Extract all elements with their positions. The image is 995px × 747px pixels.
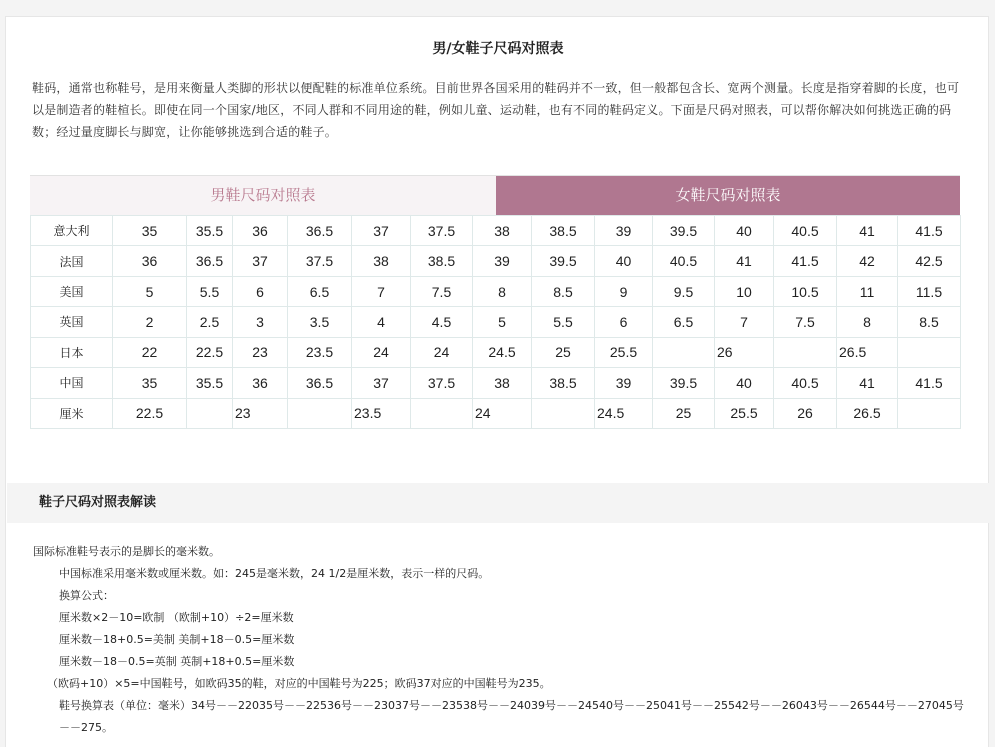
size-cell: [898, 398, 961, 428]
size-cell: 24: [352, 337, 411, 367]
size-cell: 38.5: [532, 216, 595, 246]
size-cell: 38: [473, 368, 532, 398]
size-cell: 5: [113, 276, 187, 306]
size-cell: 22.5: [113, 398, 187, 428]
table-row: [31, 398, 961, 428]
size-cell: 42.5: [898, 246, 961, 276]
size-cell: 40: [715, 368, 774, 398]
note-line: （欧码+10）×5=中国鞋号，如欧码35的鞋，对应的中国鞋号为225；欧码37对应的中国鞋号为235。: [47, 677, 551, 690]
size-cell: 2: [113, 307, 187, 337]
size-cell: 35: [113, 216, 187, 246]
note-line: 换算公式：: [59, 589, 114, 602]
size-cell: 4.5: [411, 307, 473, 337]
size-cell: 35.5: [187, 368, 233, 398]
size-cell: 38: [352, 246, 411, 276]
size-cell: 38.5: [411, 246, 473, 276]
size-cell: 22.5: [187, 337, 233, 367]
size-cell: 40.5: [774, 368, 837, 398]
size-cell: 41.5: [898, 216, 961, 246]
size-cell: 8.5: [532, 276, 595, 306]
size-cell: [532, 398, 595, 428]
size-cell: 36.5: [288, 368, 352, 398]
table-row: [31, 246, 961, 276]
row-label: 日本: [31, 337, 113, 367]
size-cell: 41: [837, 216, 898, 246]
size-table: [30, 215, 961, 429]
size-cell: 24.5: [595, 398, 653, 428]
size-cell: 39: [473, 246, 532, 276]
size-cell: 42: [837, 246, 898, 276]
page-title: 男/女鞋子尺码对照表: [432, 41, 564, 57]
size-cell: 25: [532, 337, 595, 367]
size-cell: 24: [473, 398, 532, 428]
table-row: [31, 368, 961, 398]
size-cell: 8: [837, 307, 898, 337]
size-cell: 9.5: [653, 276, 715, 306]
section-heading: 鞋子尺码对照表解读: [7, 483, 989, 523]
tab-women-size-chart[interactable]: 女鞋尺码对照表: [496, 176, 960, 215]
size-chart-tabs: [30, 175, 960, 215]
intro-paragraph: 鞋码，通常也称鞋号，是用来衡量人类脚的形状以便配鞋的标准单位系统。目前世界各国采用的鞋码并不一致，但一般都包含长、宽两个测量。长度是指穿着脚的长度，也可以是制造者的鞋楦长。即使在同一个国家/地区，不同人群和不同用途的鞋，例如儿童、运动鞋，也有不同的鞋码定义。下面是尺码对照表，可以帮你解决如何挑选正确的码数；经过量度脚长与脚宽，让你能够挑选到合适的鞋子。: [32, 81, 960, 139]
size-cell: 39: [595, 368, 653, 398]
row-label: 中国: [31, 368, 113, 398]
size-cell: 41: [837, 368, 898, 398]
size-cell: 36.5: [187, 246, 233, 276]
size-cell: 36: [233, 216, 288, 246]
size-cell: 10.5: [774, 276, 837, 306]
size-cell: 24.5: [473, 337, 532, 367]
size-cell: [653, 337, 715, 367]
size-cell: 6.5: [288, 276, 352, 306]
size-cell: 38.5: [532, 368, 595, 398]
size-cell: 11: [837, 276, 898, 306]
size-cell: 40: [595, 246, 653, 276]
size-cell: 23.5: [352, 398, 411, 428]
size-cell: 11.5: [898, 276, 961, 306]
size-cell: 9: [595, 276, 653, 306]
size-cell: 25.5: [715, 398, 774, 428]
size-cell: [898, 337, 961, 367]
size-cell: 37: [352, 216, 411, 246]
size-cell: 36: [113, 246, 187, 276]
size-cell: 6: [233, 276, 288, 306]
notes-block: [33, 541, 973, 739]
size-cell: 23.5: [288, 337, 352, 367]
tab-men-size-chart[interactable]: 男鞋尺码对照表: [30, 176, 496, 215]
size-cell: [288, 398, 352, 428]
size-cell: 26.5: [837, 337, 898, 367]
size-cell: 3.5: [288, 307, 352, 337]
size-cell: 10: [715, 276, 774, 306]
size-cell: [774, 337, 837, 367]
size-cell: 25.5: [595, 337, 653, 367]
size-cell: 22: [113, 337, 187, 367]
size-cell: 8.5: [898, 307, 961, 337]
row-label: 英国: [31, 307, 113, 337]
size-cell: 7: [352, 276, 411, 306]
size-cell: 37.5: [411, 216, 473, 246]
size-cell: 2.5: [187, 307, 233, 337]
size-cell: 26: [774, 398, 837, 428]
row-label: 美国: [31, 276, 113, 306]
size-cell: [411, 398, 473, 428]
note-line: 厘米数－18+0.5=美制 美制+18－0.5=厘米数: [59, 633, 295, 646]
table-row: [31, 337, 961, 367]
size-cell: 40.5: [653, 246, 715, 276]
size-cell: 40: [715, 216, 774, 246]
size-cell: 41.5: [898, 368, 961, 398]
size-cell: 35: [113, 368, 187, 398]
table-row: [31, 307, 961, 337]
size-cell: 23: [233, 337, 288, 367]
size-cell: 26.5: [837, 398, 898, 428]
size-cell: 39.5: [532, 246, 595, 276]
size-cell: 23: [233, 398, 288, 428]
size-cell: 37.5: [288, 246, 352, 276]
size-cell: 39.5: [653, 216, 715, 246]
table-row: [31, 276, 961, 306]
size-cell: 7: [715, 307, 774, 337]
size-cell: 6: [595, 307, 653, 337]
row-label: 意大利: [31, 216, 113, 246]
size-cell: 36.5: [288, 216, 352, 246]
note-line: 国际标准鞋号表示的是脚长的毫米数。: [33, 545, 220, 558]
row-label: 法国: [31, 246, 113, 276]
size-cell: 7.5: [774, 307, 837, 337]
size-cell: 39: [595, 216, 653, 246]
size-cell: 5.5: [187, 276, 233, 306]
size-cell: 37: [233, 246, 288, 276]
size-cell: 36: [233, 368, 288, 398]
size-cell: [187, 398, 233, 428]
size-cell: 4: [352, 307, 411, 337]
note-line: 厘米数－18－0.5=英制 英制+18+0.5=厘米数: [59, 655, 295, 668]
size-cell: 41: [715, 246, 774, 276]
table-row: [31, 216, 961, 246]
size-cell: 35.5: [187, 216, 233, 246]
size-cell: 37.5: [411, 368, 473, 398]
size-cell: 38: [473, 216, 532, 246]
size-cell: 41.5: [774, 246, 837, 276]
size-cell: 5.5: [532, 307, 595, 337]
size-cell: 26: [715, 337, 774, 367]
page-container: [5, 16, 989, 747]
size-cell: 37: [352, 368, 411, 398]
size-cell: 8: [473, 276, 532, 306]
size-cell: 6.5: [653, 307, 715, 337]
size-cell: 24: [411, 337, 473, 367]
size-cell: 40.5: [774, 216, 837, 246]
note-line: 鞋号换算表（单位：毫米）34号－－22035号－－22536号－－23037号－－23538号－－24039号－－24540号－－25041号－－25542号－－26043号－－26544号－－27045号－－275。: [59, 699, 964, 734]
note-line: 厘米数×2－10=欧制 （欧制+10）÷2=厘米数: [59, 611, 294, 624]
size-cell: 39.5: [653, 368, 715, 398]
row-label: 厘米: [31, 398, 113, 428]
size-cell: 5: [473, 307, 532, 337]
size-cell: 7.5: [411, 276, 473, 306]
size-cell: 25: [653, 398, 715, 428]
size-cell: 3: [233, 307, 288, 337]
note-line: 中国标准采用毫米数或厘米数。如：245是毫米数，24 1/2是厘米数，表示一样的尺码。: [59, 567, 490, 580]
